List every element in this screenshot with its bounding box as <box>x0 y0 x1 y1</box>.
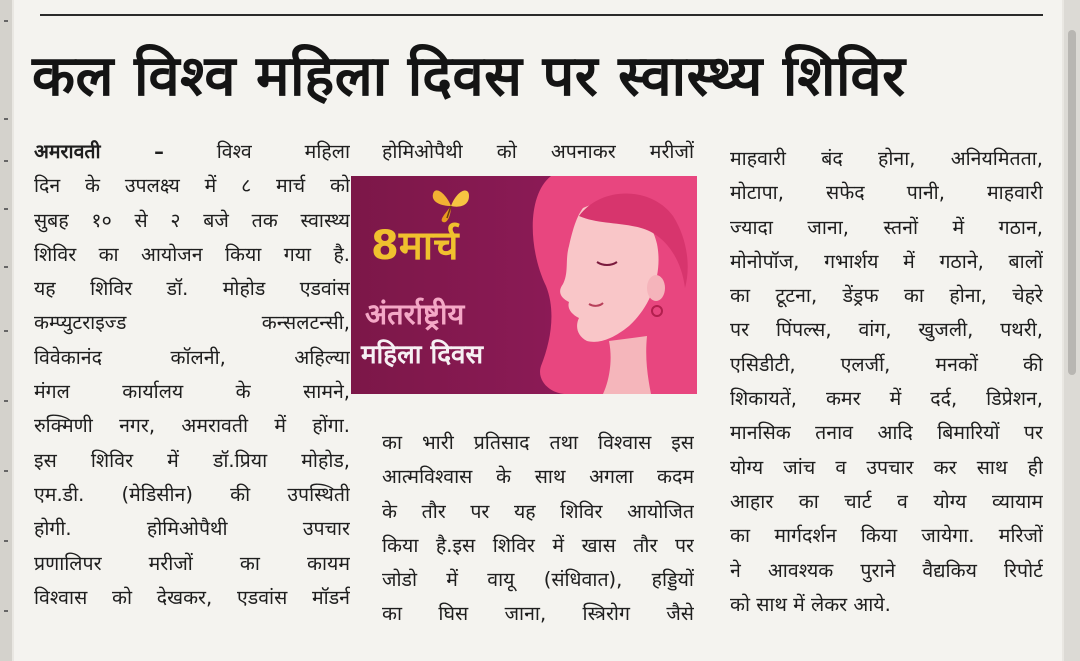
article-line: शिकायतें, कमर में दर्द, डिप्रेशन, <box>730 387 1043 411</box>
article-line: का भारी प्रतिसाद तथा विश्वास इस <box>382 431 694 454</box>
dateline: अमरावती – <box>34 140 164 163</box>
article-line: का मार्गदर्शन किया जायेगा. मरिजों <box>730 524 1043 548</box>
article-line: योग्य जांच व उपचार कर साथ ही <box>730 455 1043 479</box>
article-line: होगी. होमिओपैथी उपचार <box>34 517 350 541</box>
article-line: को साथ में लेकर आये. <box>730 592 891 616</box>
article-line: दिन के उपलक्ष्य में ८ मार्च को <box>34 174 350 198</box>
article-line: किया है.इस शिविर में खास तौर पर <box>382 533 694 557</box>
article-column-3 <box>730 142 1043 622</box>
article-line: कम्प्युटराइज्ड कन्सलटन्सी, <box>34 311 350 335</box>
article-line: यह शिविर डॉ. मोहोड एडवांस <box>34 277 350 301</box>
article-column-2-top <box>382 135 694 169</box>
top-rule-divider <box>40 14 1043 16</box>
article-line: जोडो में वायू (संधिवात), हड्डियों <box>382 568 694 592</box>
article-line: का घिस जाना, स्त्रिरोग जैसे <box>382 602 694 626</box>
article-line: माहवारी बंद होना, अनियमितता, <box>730 147 1043 170</box>
article-column-1 <box>34 135 350 615</box>
article-line-text: विश्व महिला <box>163 140 350 163</box>
banner-subtitle: महिला दिवस <box>361 340 484 370</box>
page-left-edge <box>0 0 12 661</box>
article-line: के तौर पर यह शिविर आयोजित <box>382 499 694 523</box>
article-line: मंगल कार्यालय के सामने, <box>34 380 350 404</box>
scrollbar-thumb[interactable] <box>1068 30 1076 375</box>
article-line: एसिडीटी, एलर्जी, मनकों की <box>730 352 1043 376</box>
scrollbar[interactable] <box>1064 0 1080 661</box>
article-line: मोनोपॉज, गभार्शय में गठाने, बालों <box>730 249 1043 273</box>
article-line: प्रणालिपर मरीजों का कायम <box>34 551 350 575</box>
article-line: का टूटना, डेंड्रफ का होना, चेहरे <box>730 284 1043 308</box>
article-line: आत्मविश्वास के साथ अगला कदम <box>382 465 694 489</box>
article-line: एम.डी. (मेडिसीन) की उपस्थिती <box>34 482 350 506</box>
article-line: शिविर का आयोजन किया गया है. <box>34 242 350 266</box>
article-line: ज्यादा जाना, स्तनों में गठान, <box>730 215 1043 239</box>
article-line: इस शिविर में डॉ.प्रिया मोहोड, <box>34 448 350 472</box>
article-line: विवेकानंद कॉलनी, अहिल्या <box>34 345 350 369</box>
article-line <box>34 135 350 169</box>
article-line: रुक्मिणी नगर, अमरावती में होंगा. <box>34 414 350 438</box>
banner-title: अंतर्राष्ट्रीय <box>365 297 465 331</box>
womens-day-banner-image <box>351 176 697 394</box>
article-line: मोटापा, सफेद पानी, माहवारी <box>730 181 1043 205</box>
article-line: ने आवश्यक पुराने वैद्यकिय रिपोर्ट <box>730 558 1043 582</box>
butterfly-icon <box>431 184 471 224</box>
article-line: मानसिक तनाव आदि बिमारियों पर <box>730 421 1043 445</box>
article-column-2-bottom <box>382 426 694 632</box>
article-line: विश्वास को देखकर, एडवांस मॉडर्न <box>34 585 350 609</box>
banner-date-text: 8मार्च <box>371 223 459 269</box>
article-headline: कल विश्व महिला दिवस पर स्वास्थ्य शिविर <box>32 44 906 109</box>
article-line: होमिओपैथी को अपनाकर मरीजों <box>382 140 694 163</box>
article-line: आहार का चार्ट व योग्य व्यायाम <box>730 489 1043 513</box>
article-line: सुबह १० से २ बजे तक स्वास्थ्य <box>34 208 350 232</box>
article-line: पर पिंपल्स, वांग, खुजली, पथरी, <box>730 318 1043 342</box>
